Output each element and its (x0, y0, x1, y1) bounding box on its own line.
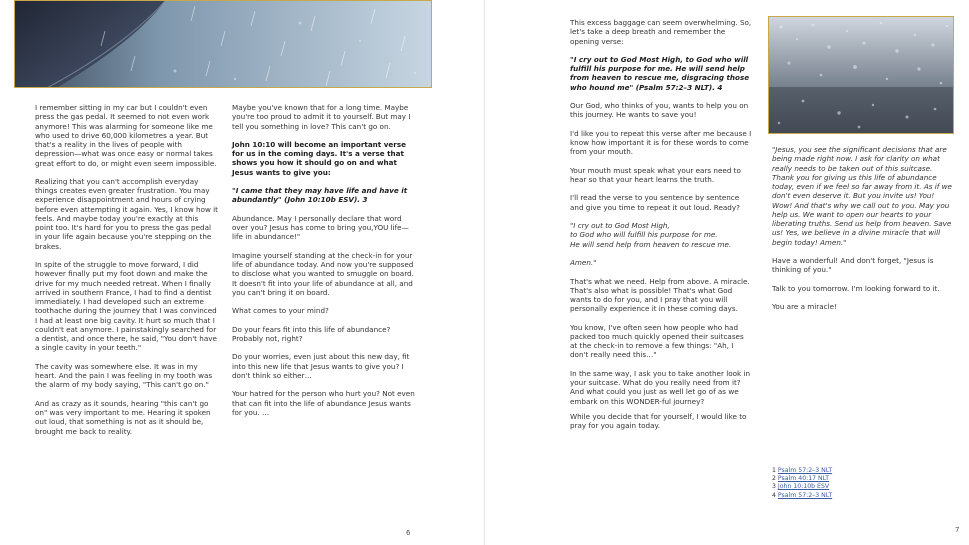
paragraph: What comes to your mind? (232, 306, 329, 316)
rain-umbrella-photo (14, 0, 432, 88)
bold-paragraph: John 10:10 will become an important verse for us in the coming days. It's a verse that shows you how it should go on and what Jesus wants to give you: (232, 139, 406, 177)
paragraph: While you decide that for yourself, I would like to pray for you again today. (570, 411, 747, 431)
footnote-number: 2 (772, 475, 776, 483)
footnote-number: 4 (772, 491, 776, 499)
verse-repeat (570, 221, 753, 249)
paragraph: Imagine yourself standing at the check-in for your life of abundance today. And now you're supposed to disclose what you wanted to smuggle on board. It doesn't fit into your life of abundance at all, and you can't bring it on board. (232, 250, 414, 297)
left-column-1 (35, 103, 218, 445)
verse-line: to God who will fulfill his purpose for me. (570, 230, 718, 240)
footnote-link[interactable]: Psalm 57:2–3 NLT (777, 491, 833, 499)
rain-window-illustration (769, 17, 954, 134)
footnote-number: 3 (772, 483, 776, 491)
right-page (484, 0, 969, 545)
paragraph: Do your fears fit into this life of abundance? Probably not, right? (232, 324, 391, 343)
footnotes (772, 467, 832, 500)
paragraph: And as crazy as it sounds, hearing "this can't go on" was very important to me. Hearing it spoken out loud, that something is not as it should be, brought me back to reality. (35, 398, 211, 436)
footnote (772, 492, 832, 500)
paragraph: Have a wonderful! And don't forget, "Jesus is thinking of you." (772, 255, 934, 275)
verse-line: He will send help from heaven to rescue me. (570, 239, 732, 249)
right-column-2 (772, 145, 956, 321)
page-number: 7 (955, 526, 960, 534)
footnote-link[interactable]: Psalm 40:17 NLT (777, 475, 830, 483)
left-page (0, 0, 484, 545)
paragraph: You know, I've often seen how people who had packed too much quickly opened their suitcases at the check-in to remove a few things: "Ah, I don't really need this…" (570, 322, 744, 360)
paragraph: In the same way, I ask you to take another look in your suitcase. What do you really need from it? And what could you just as well let go of as we embark on this WONDER-ful journey? (570, 368, 751, 406)
footnote (772, 475, 832, 483)
footnote-link[interactable]: Psalm 57:2–3 NLT (777, 467, 833, 474)
rain-umbrella-illustration (15, 1, 432, 88)
paragraph: The cavity was somewhere else. It was in my heart. And the pain I was feeling in my tooth was the alarm of my body saying, "This can't go on." (35, 361, 213, 390)
paragraph: Our God, who thinks of you, wants to help you on this journey. He wants to save you! (570, 101, 749, 120)
paragraph: Your mouth must speak what your ears need to hear so that your heart learns the truth. (570, 165, 741, 184)
scripture-quote: "I came that they may have life and have it abundantly" (John 10:10b ESV). 3 (232, 186, 408, 205)
paragraph: Do your worries, even just about this new day, fit into this new life that Jesus wants to give you? I don't think so either… (232, 352, 410, 380)
footnote (772, 483, 832, 491)
left-column-2 (232, 103, 416, 426)
rainy-window-photo (768, 16, 954, 134)
paragraph: That's what we need. Help from above. A miracle. That's also what is possible! That's what God wants to do for you, and I pray that you will personally experience it in these coming days. (570, 276, 750, 314)
paragraph: You are a miracle! (772, 302, 837, 312)
paragraph: Realizing that you can't accomplish everyday things creates even greater frustration. You may experience disappointment and hours of crying before even attempting it again. Yes, I know how it feels. And maybe today you're exactly at this point too. It's hard for you to press the gas pedal in your life again because you're stepping on the brakes. (35, 176, 218, 251)
paragraph: This excess baggage can seem overwhelming. So, let's take a deep breath and remember the opening verse: (570, 18, 752, 46)
footnote-number: 1 (772, 467, 776, 474)
paragraph: I remember sitting in my car but I couldn't even press the gas pedal. It seemed to not even work anymore! This was alarming for someone like me who used to drive 60,000 kilometres a year. But that's a reality in the lives of people with depression—what was once easy or normal takes great effort to do, or might even seem impossible. (35, 103, 217, 168)
page-number: 6 (406, 529, 411, 537)
right-column-1 (570, 18, 753, 440)
amen-line: Amen." (570, 258, 597, 268)
paragraph: Your hatred for the person who hurt you? Not even that can fit into the life of abundance Jesus wants for you. … (232, 389, 415, 417)
paragraph: Talk to you tomorrow. I'm looking forward to it. (772, 283, 940, 293)
paragraph: I'd like you to repeat this verse after me because I know how important it is for these words to come from your mouth. (570, 128, 752, 157)
prayer-paragraph: "Jesus, you see the significant decisions that are being made right now. I ask for clarity on what really needs to be taken out of this suitcase. Thank you for giving us this life of abundance today, even if we feel so far away from it. As if we don't even deserve it. But you invite us! You! Wow! And that's why we call out to you. May you help us. We want to open our hearts to your liberating truths. Send us help from heaven. Save us! Yes, we believe in a divine miracle that will begin today! Amen." (772, 145, 952, 247)
verse-line: "I cry out to God Most High, (570, 221, 670, 231)
footnote-link[interactable]: John 10:10b ESV (777, 483, 830, 491)
paragraph: Abundance. May I personally declare that word over you? Jesus has come to bring you,YOU life—life in abundance!" (232, 213, 409, 242)
paragraph: Maybe you've known that for a long time. Maybe you're too proud to admit it to yourself. But may I tell you something in love? This can't go on. (232, 103, 411, 131)
paragraph: In spite of the struggle to move forward, I did however finally put my foot down and make the drive for my much needed retreat. When I finally arrived in southern France, I had to find a dentist immediately. I had developed such an extreme toothache during the journey that I was convinced I had at least one big cavity. It hurt so much that I couldn't eat anymore. I painstakingly searched for a dentist, and once there, he said, "You don't have a single cavity in your teeth." (35, 260, 217, 353)
scripture-quote: "I cry out to God Most High, to God who will fulfill his purpose for me. He will send help from heaven to rescue me, disgracing those who hound me" (Psalm 57:2–3 NLT). 4 (570, 54, 750, 92)
paragraph: I'll read the verse to you sentence by sentence and give you time to repeat it out loud. Ready? (570, 193, 740, 212)
footnote (772, 467, 832, 475)
